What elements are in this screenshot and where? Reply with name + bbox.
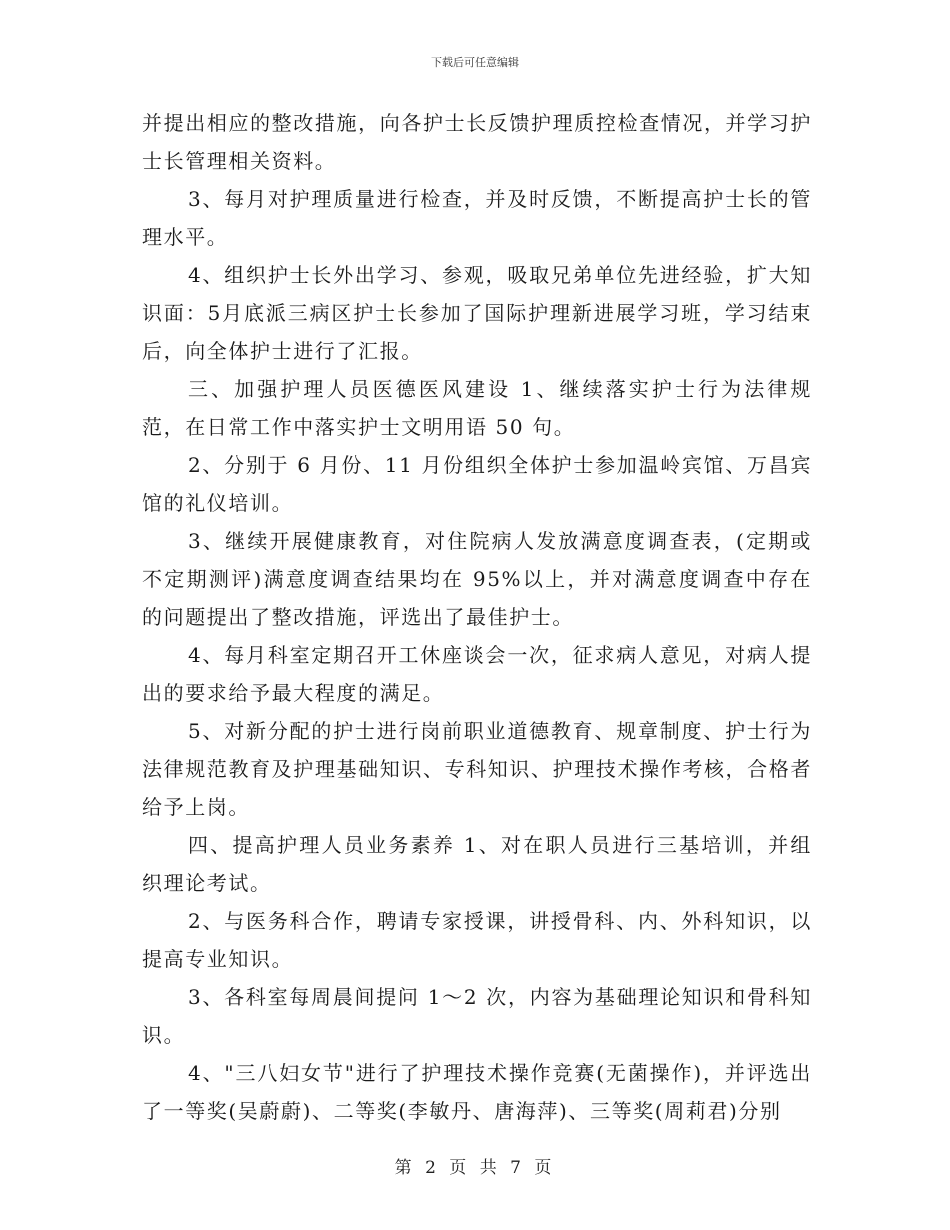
paragraph: 三、加强护理人员医德医风建设 1、继续落实护士行为法律规范，在日常工作中落实护士文明用语 50 句。: [142, 377, 812, 439]
paragraph: 2、与医务科合作，聘请专家授课，讲授骨科、内、外科知识，以提高专业知识。: [142, 909, 812, 971]
document-body: [142, 104, 812, 1130]
paragraph: 3、继续开展健康教育，对住院病人发放满意度调查表，(定期或不定期测评)满意度调查结果均在 95%以上，并对满意度调查中存在的问题提出了整改措施，评选出了最佳护士。: [142, 529, 812, 629]
paragraph: 4、"三八妇女节"进行了护理技术操作竞赛(无菌操作)，并评选出了一等奖(吴蔚蔚)、二等奖(李敏丹、唐海萍)、三等奖(周莉君)分别: [142, 1061, 812, 1123]
paragraph: 5、对新分配的护士进行岗前职业道德教育、规章制度、护士行为法律规范教育及护理基础知识、专科知识、护理技术操作考核，合格者给予上岗。: [142, 719, 812, 819]
paragraph: 3、每月对护理质量进行检查，并及时反馈，不断提高护士长的管理水平。: [142, 187, 812, 249]
paragraph: 3、各科室每周晨间提问 1～2 次，内容为基础理论知识和骨科知识。: [142, 985, 812, 1047]
page-header: 下载后可任意编辑: [431, 56, 519, 69]
paragraph: 并提出相应的整改措施，向各护士长反馈护理质控检查情况，并学习护士长管理相关资料。: [142, 111, 812, 173]
page-number-footer: 第 2 页 共 7 页: [394, 1158, 556, 1178]
paragraph: 2、分别于 6 月份、11 月份组织全体护士参加温岭宾馆、万昌宾馆的礼仪培训。: [142, 453, 812, 515]
paragraph: 4、每月科室定期召开工休座谈会一次，征求病人意见，对病人提出的要求给予最大程度的满足。: [142, 643, 812, 705]
paragraph: 4、组织护士长外出学习、参观，吸取兄弟单位先进经验，扩大知识面：5月底派三病区护士长参加了国际护理新进展学习班，学习结束后，向全体护士进行了汇报。: [142, 263, 812, 363]
paragraph: 四、提高护理人员业务素养 1、对在职人员进行三基培训，并组织理论考试。: [142, 833, 812, 895]
